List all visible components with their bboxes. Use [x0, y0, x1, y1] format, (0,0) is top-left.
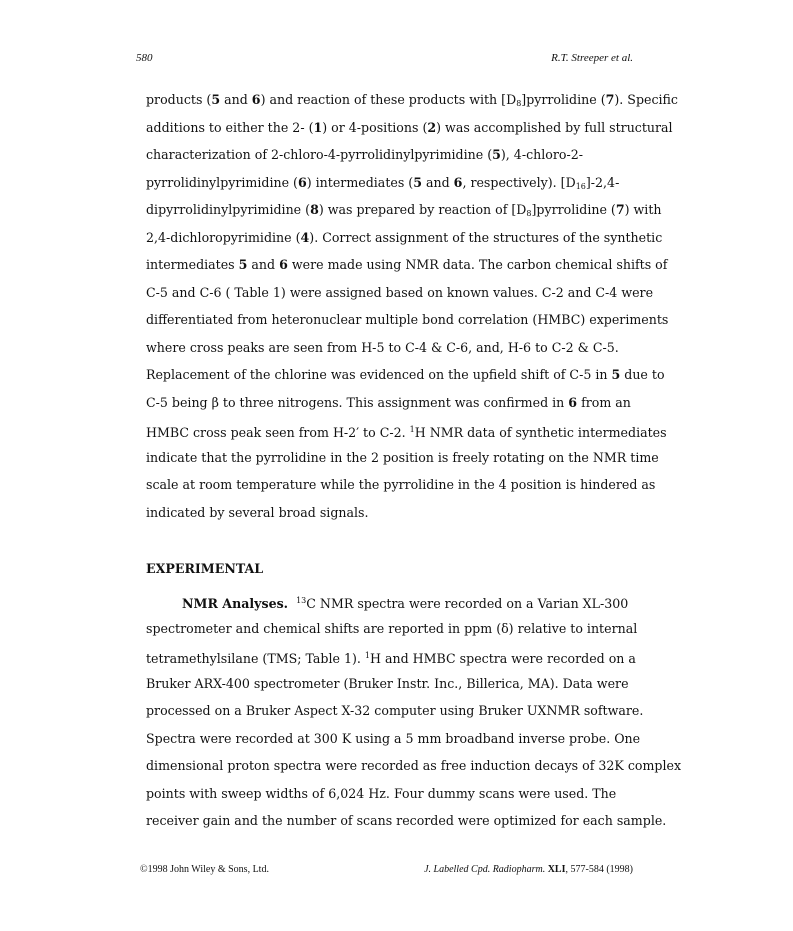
text-line: where cross peaks are seen from H-5 to C-4 & C-6, and, H-6 to C-2 & C-5. [146, 339, 619, 355]
running-title: R.T. Streeper et al. [551, 52, 633, 64]
body-paragraph [146, 86, 678, 526]
text-line: additions to either the 2- (1) or 4-positions (2) was accomplished by full structural [146, 119, 673, 135]
text-line: Spectra were recorded at 300 K using a 5 mm broadband inverse probe. One [146, 730, 641, 746]
text-line: NMR Analyses. $^{13}$C NMR spectra were recorded on a Varian XL-300 [182, 596, 629, 611]
text-line: pyrrolidinylpyrimidine (6) intermediates (5 and 6, respectively). $[D_{16}]-2,4-$ [146, 174, 620, 191]
text-line: differentiated from heteronuclear multiple bond correlation (HMBC) experiments [146, 312, 669, 327]
text-line: Bruker ARX-400 spectrometer (Bruker Instr. Inc., Billerica, MA). Data were [146, 675, 629, 691]
text-line: characterization of 2-chloro-4-pyrrolidinylpyrimidine (5), 4-chloro-2- [146, 147, 583, 162]
run-in-heading: NMR Analyses. [182, 596, 289, 611]
text-line: dipyrrolidinylpyrimidine (8) was prepared by reaction of $[D_8]pyrrolidine$ (7) with [146, 202, 662, 218]
text-line: indicate that the pyrrolidine in the 2 position is freely rotating on the NMR time [146, 449, 659, 465]
text-line: C-5 being β to three nitrogens. This assignment was confirmed in 6 from an [146, 394, 631, 410]
text-line: receiver gain and the number of scans recorded were optimized for each sample. [146, 813, 667, 828]
text-line: dimensional proton spectra were recorded as free induction decays of 32K complex [146, 758, 682, 773]
journal-citation: J. Labelled Cpd. Radiopharm. XLI, 577-584 (1998) [424, 864, 633, 875]
text-line: points with sweep widths of 6,024 Hz. Four dummy scans were used. The [146, 785, 617, 801]
text-line: spectrometer and chemical shifts are reported in ppm (δ) relative to internal [146, 620, 638, 636]
experimental-paragraph [146, 587, 682, 835]
page-number: 580 [136, 52, 153, 64]
text-line: products (5 and 6) and reaction of these products with $[D_8]pyrrolidine$ (7). Specific [146, 92, 678, 108]
text-line: processed on a Bruker Aspect X-32 computer using Bruker UXNMR software. [146, 703, 644, 718]
text-line: indicated by several broad signals. [146, 504, 369, 520]
text-line: HMBC cross peak seen from H-2′ to C-2. $^1$H NMR data of synthetic intermediates [146, 425, 667, 440]
text-line: C-5 and C-6 ( Table 1) were assigned based on known values. C-2 and C-4 were [146, 284, 654, 300]
text-line: 2,4-dichloropyrimidine (4). Correct assignment of the structures of the synthetic [146, 229, 663, 245]
text-line: intermediates 5 and 6 were made using NMR data. The carbon chemical shifts of [146, 257, 668, 272]
text-line: Replacement of the chlorine was evidenced on the upfield shift of C-5 in 5 due to [146, 367, 665, 382]
text-line: scale at room temperature while the pyrrolidine in the 4 position is hindered as [146, 477, 656, 492]
section-heading: EXPERIMENTAL [146, 561, 264, 576]
text-line: tetramethylsilane (TMS; Table 1). $^1$H and HMBC spectra were recorded on a [146, 651, 636, 666]
copyright-notice: ©1998 John Wiley & Sons, Ltd. [140, 864, 269, 875]
